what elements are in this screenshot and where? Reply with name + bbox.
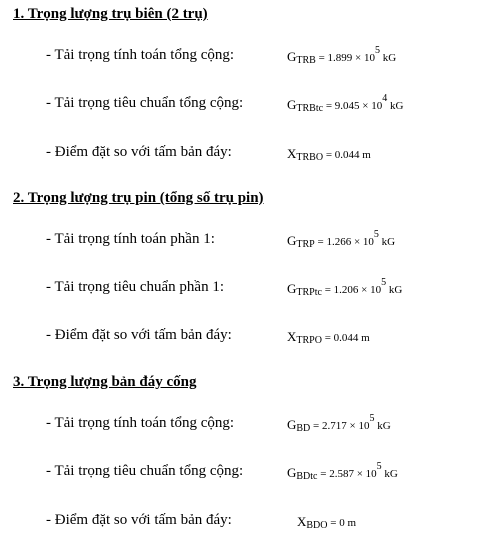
row-3-1 — [0, 413, 495, 435]
row-1-2 — [0, 93, 495, 115]
formula-symbol: G — [287, 49, 297, 64]
formula-symbol: G — [287, 97, 297, 112]
row-2-2 — [0, 277, 495, 299]
row-label: - Điểm đặt so với tấm bản đáy: — [46, 327, 232, 343]
formula-symbol: G — [287, 465, 297, 480]
section-title-3: 3. Trọng lượng bản đáy cống — [13, 374, 197, 390]
formula-subscript: BDO — [306, 520, 328, 531]
formula — [287, 277, 403, 299]
formula-value: = 2.587 × 10 — [317, 468, 377, 480]
formula-exponent: 5 — [376, 461, 382, 472]
formula-subscript: TRPO — [296, 335, 322, 346]
formula-subscript: BD — [296, 423, 311, 434]
row-label: - Tải trọng tính toán tổng cộng: — [46, 47, 235, 63]
formula-subscript: TRP — [296, 239, 315, 250]
row-label: - Điểm đặt so với tấm bản đáy: — [46, 512, 232, 528]
section-title-1: 1. Trọng lượng trụ biên (2 trụ) — [13, 6, 208, 22]
formula-subscript: TRB — [296, 55, 316, 66]
formula-exponent: 5 — [381, 277, 387, 288]
formula-exponent: 5 — [373, 229, 379, 240]
section-title-2: 2. Trọng lượng trụ pin (tổng số trụ pin) — [13, 190, 264, 206]
formula-value: = 1.266 × 10 — [314, 236, 374, 248]
formula-subscript: TRBO — [296, 152, 324, 163]
formula-unit: kG — [381, 468, 398, 480]
row-3-3 — [0, 510, 495, 532]
formula — [287, 461, 398, 483]
formula-value: = 1.206 × 10 — [321, 284, 382, 296]
row-label: - Điểm đặt so với tấm bản đáy: — [46, 144, 232, 160]
formula-value: = 1.899 × 10 — [315, 52, 376, 64]
formula — [287, 146, 371, 164]
row-label: - Tải trọng tiêu chuẩn tổng cộng: — [46, 95, 244, 111]
formula — [287, 329, 370, 347]
row-3-2 — [0, 461, 495, 483]
formula-exponent: 5 — [369, 413, 375, 424]
formula — [287, 229, 396, 251]
formula — [287, 93, 404, 115]
formula-exponent: 5 — [375, 45, 381, 56]
formula — [287, 45, 397, 67]
formula-symbol: X — [287, 146, 297, 161]
formula-symbol: X — [297, 514, 307, 529]
formula-symbol: G — [287, 417, 297, 432]
formula-value: = 9.045 × 10 — [323, 100, 383, 112]
formula-unit: kG — [378, 236, 396, 248]
row-label: - Tải trọng tiêu chuẩn tổng cộng: — [46, 463, 244, 479]
row-2-1 — [0, 229, 495, 251]
row-label: - Tải trọng tính toán tổng cộng: — [46, 415, 235, 431]
formula-subscript: TRPtc — [296, 287, 322, 298]
row-1-1 — [0, 45, 495, 67]
row-label: - Tải trọng tính toán phần 1: — [46, 231, 215, 247]
formula-symbol: X — [287, 329, 297, 344]
row-label: - Tải trọng tiêu chuẩn phần 1: — [46, 279, 225, 295]
row-2-3 — [0, 325, 495, 347]
formula-value: = 0.044 m — [323, 149, 371, 161]
formula-value: = 0.044 m — [321, 332, 370, 344]
formula-value: = 0 m — [327, 517, 357, 529]
formula-symbol: G — [287, 233, 297, 248]
formula-subscript: TRBtc — [296, 103, 324, 114]
formula — [287, 413, 391, 435]
formula-unit: kG — [387, 100, 404, 112]
formula-unit: kG — [380, 52, 397, 64]
formula-unit: kG — [386, 284, 403, 296]
formula — [297, 514, 356, 532]
formula-symbol: G — [287, 281, 297, 296]
formula-exponent: 4 — [382, 93, 388, 104]
formula-unit: kG — [374, 420, 391, 432]
formula-value: = 2.717 × 10 — [310, 420, 370, 432]
row-1-3 — [0, 142, 495, 164]
formula-subscript: BDtc — [296, 471, 318, 482]
